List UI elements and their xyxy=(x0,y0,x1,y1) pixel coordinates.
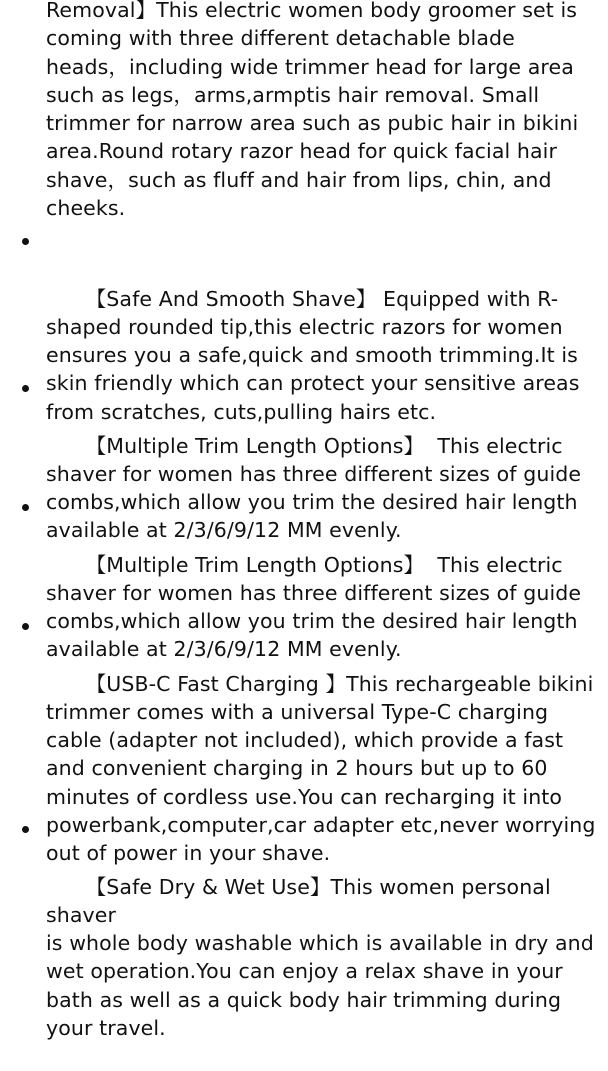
bullet-dot-icon xyxy=(22,385,29,392)
bullet-dot-icon xyxy=(22,623,29,630)
feature-bullet-text: 【Multiple Trim Length Options】 This electric shaver for women has three different sizes of guide combs,which allow you trim the desired hair length available at 2/3/6/9/12 MM evenly. xyxy=(46,433,582,543)
feature-bullet xyxy=(46,816,602,1071)
bullet-dot-icon xyxy=(22,826,29,833)
feature-bullet-text: 【USB-C Fast Charging 】This rechargeable bikini trimmer comes with a universal Type-C charging cable (adapter not included), which provide a fast and convenient charging in 2 hours but up to 60 minutes of cordless use.You can recharging it into powerbank,computer,car adapter etc,never worrying out of power in your shave. xyxy=(46,671,596,866)
feature-bullet-text: 【Multiple Trim Length Options】 This electric shaver for women has three different sizes of guide combs,which allow you trim the desired hair length available at 2/3/6/9/12 MM evenly. xyxy=(46,552,582,662)
feature-bullet-text: 【Safe Dry & Wet Use】This women personal shaver is whole body washable which is available in dry and wet operation.You can enjoy a relax shave in your bath as well as a quick body hair trimming during your travel. xyxy=(46,874,594,1041)
bullet-dot-icon xyxy=(22,238,29,245)
description-continued-text: Removal】This electric women body groomer set is coming with three different detachable blade heads，including wide trimmer head for large area such as legs，arms,armptis hair removal. Small trimmer for narrow area such as pubic hair in bikini area.Round rotary razor head for quick facial hair shave，such as fluff and hair from lips, chin, and cheeks. xyxy=(46,0,579,221)
bullet-dot-icon xyxy=(22,504,29,511)
feature-bullet-text: 【Safe And Smooth Shave】 Equipped with R- shaped rounded tip,this electric razors for women ensures you a safe,quick and smooth trimming.It is skin friendly which can protect your sensitive areas from scratches, cuts,pulling hairs etc. xyxy=(46,286,580,424)
